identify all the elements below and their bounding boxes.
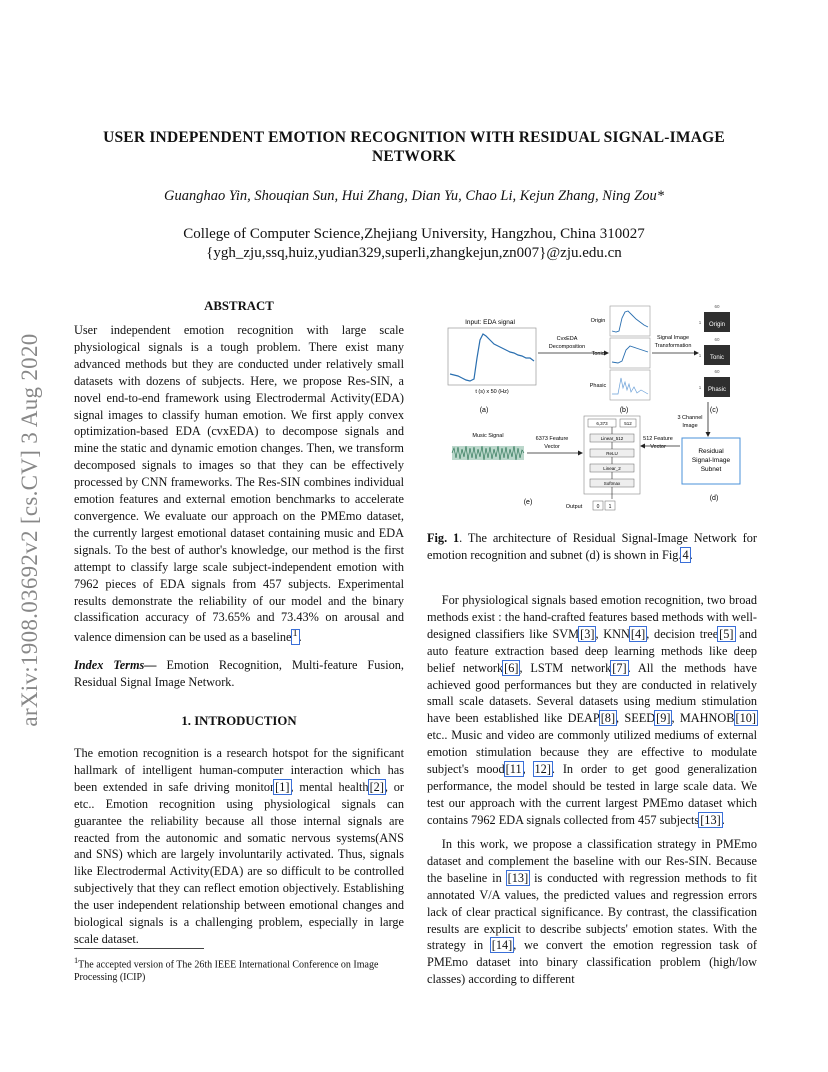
input-signal-label: Input: EDA signal <box>465 319 515 326</box>
label-a: (a) <box>479 407 489 414</box>
svg-text:60: 60 <box>714 304 720 309</box>
music-signal-label: Music Signal <box>472 433 504 439</box>
citation-link[interactable]: [6] <box>504 660 519 675</box>
svg-text:Signal-Image: Signal-Image <box>691 457 731 464</box>
citation-link[interactable]: [13] <box>507 870 529 885</box>
svg-text:1: 1 <box>698 320 702 325</box>
svg-text:1: 1 <box>608 504 612 510</box>
citation-link[interactable]: [1] <box>275 779 290 794</box>
citation-link[interactable]: [11 <box>505 762 522 777</box>
citation-link[interactable]: [4] <box>630 626 646 641</box>
svg-text:1: 1 <box>698 353 702 358</box>
arxiv-sidebar <box>8 295 52 765</box>
footnote-divider <box>74 948 204 949</box>
phasic-label: Phasic <box>589 383 607 389</box>
index-terms <box>74 657 404 691</box>
svg-text:ReLU: ReLU <box>606 451 618 456</box>
feature512-label: 512 Feature <box>643 436 673 442</box>
phasic-curve <box>612 378 648 394</box>
label-b: (b) <box>619 407 629 414</box>
section-heading-introduction: 1. INTRODUCTION <box>181 714 297 728</box>
author-emails: {ygh_zju,ssq,huiz,yudian329,superli,zhangkejun,zn007}@zju.edu.cn <box>206 245 622 261</box>
footnote-link[interactable]: 1 <box>292 630 299 644</box>
three-channel-label-2: Image <box>682 423 698 429</box>
abstract-text: User independent emotion recognition with large scale physiological signals is a tough problem. There exist many advanced methods but they are conducted under relatively small datasets with dozens of subjects. Here, we propose Res-SIN, a novel end-to-end framework using Electrodermal Activity(EDA) signal images to classify human emotion. We first apply convex optimization-based EDA (cvxEDA) to decompose signals and mine the static and dynamic emotion changes. Then, we transform decomposed signals to images so that they can be effectively processed by CNN frameworks. The Res-SIN combines individual emotion features and external emotion benchmarks to accelerate convergence. We evaluate our approach on the PMEmo dataset, the currently largest emotional dataset containing music and EDA signals. To the best of author's knowledge, our method is the first attempt to classify large scale subject-independent emotion with 7962 pieces of EDA signals from 457 subjects. Experimental results demonstrate the reliability of our model and the binary classification accuracy of 73.65% and 73.43% on arousal and valence dimension can be used as a baseline <box>74 323 404 645</box>
figure-ref-link[interactable]: 4 <box>682 547 689 562</box>
svg-text:6,373: 6,373 <box>596 421 608 426</box>
input-signal-curve <box>450 334 534 381</box>
index-terms-text: Emotion Recognition, Multi-feature Fusion, Residual Signal Image Network. <box>74 658 404 689</box>
affiliation: College of Computer Science,Zhejiang University, Hangzhou, China 310027 <box>183 226 645 242</box>
origin-curve <box>612 311 648 332</box>
figure-caption: Fig. 1. The architecture of Residual Signal-Image Network for emotion recognition and subnet (d) is shown in Fig.4. <box>427 531 758 562</box>
residual-subnet-label: Residual <box>698 448 724 455</box>
svg-text:Softmax: Softmax <box>603 481 621 486</box>
label-c: (c) <box>709 407 719 414</box>
introduction-paragraph: The emotion recognition is a research hotspot for the significant hallmark of intelligent human-computer interaction which has been extended in safe driving monitor[1], mental health[2], or etc.. Emotion recognition using physiological signals can guarantee the reliability because all those internal signals are reacted from the autonomic and somatic nervous systems(ANS and SNS) which are largely involuntarily activated. Thus, signals like Electrodermal Activity(EDA) are so difficult to be controlled subjectively that they can reflect emotion objectively. Establishing the user independent relationship between emotional changes and biological signals is a challenging problem, especially in large scale dataset. <box>74 746 404 946</box>
label-e: (e) <box>523 499 533 506</box>
svg-text:Vector: Vector <box>544 444 560 450</box>
footnote: $^1$The accepted version of The 26th IEEE International Conference on Image Processing (ICIP) <box>74 956 379 984</box>
citation-link[interactable]: [2] <box>369 779 384 794</box>
abstract-body: User independent emotion recognition with large scale physiological signals is a tough problem. There exist many advanced methods but they are conducted under relatively small datasets with dozens of subjects. Here, we propose Res-SIN, a novel end-to-end framework using Electrodermal Activity(EDA) signal images to classify human emotion. We first apply convex optimization-based EDA (cvxEDA) to decompose signals and mine the static and dynamic emotion changes. Then, we transform decomposed signals to images so that they can be effectively processed by CNN frameworks. The Res-SIN combines individual emotion features and external emotion benchmarks to accelerate convergence. We evaluate our approach on the PMEmo dataset, the currently largest emotional dataset containing music and EDA signals. To the best of author's knowledge, our method is the first attempt to classify large scale subject-independent emotion with 7962 pieces of EDA signals from 457 subjects. Experimental results demonstrate the reliability of our model and the binary classification accuracy of 73.65% and 73.43% on arousal and valence dimension can be used as a baseline$^1$. <box>74 323 404 645</box>
cvx-label-2: Decomposition <box>548 344 586 350</box>
svg-text:512: 512 <box>624 421 632 426</box>
svg-text:Origin: Origin <box>708 322 726 328</box>
tonic-curve <box>612 346 648 363</box>
author-list: Guanghao Yin, Shouqian Sun, Hui Zhang, Dian Yu, Chao Li, Kejun Zhang, Ning Zou* <box>164 188 664 204</box>
citation-link[interactable]: [13] <box>700 812 721 827</box>
x-axis-label: t (s) x 50 (Hz) <box>475 389 509 395</box>
svg-text:Tonic: Tonic <box>709 355 725 361</box>
architecture-figure <box>432 298 766 520</box>
arxiv-id[interactable]: arXiv:1908.03692v2 [cs.CV] 3 Aug 2020 <box>17 333 42 727</box>
citation-link[interactable]: 12] <box>534 762 551 777</box>
citation-link[interactable]: [8] <box>600 711 616 726</box>
svg-text:Linear_512: Linear_512 <box>600 436 624 441</box>
svg-text:Phasic: Phasic <box>707 387 727 393</box>
right-column-paragraph: For physiological signals based emotion recognition, two broad methods exist : the hand-crafted features based methods with well-designed classifiers like SVM[3], KNN[4], decision tree[5] and auto feature extraction based deep learning methods like deep belief network[6], LSTM network[7]. All the methods have achieved good performances but they are conducted in relatively small scale datasets. Several datasets using medium stimulation have been established like DEAP[8], SEED[9], MAHNOB[10] etc.. Music and video are commonly utilized mediums of external emotion stimulation because they are effective to modulate subject's mood[11, 12]. In order to get good generalization performance, the model should be tested in large scale data. We test our approach with the current largest PMEmo dataset which contains 7962 EDA signals collected from 457 subjects[13]. <box>427 593 757 827</box>
cvx-label: CvxEDA <box>556 336 578 342</box>
svg-text:Subnet: Subnet <box>700 466 722 473</box>
citation-link[interactable]: [5] <box>719 626 734 641</box>
signal-image-label: Signal Image <box>656 335 690 341</box>
citation-link[interactable]: [14] <box>491 938 513 953</box>
figure-label: Fig. 1 <box>427 531 460 545</box>
svg-text:1: 1 <box>698 385 702 390</box>
abstract-heading: ABSTRACT <box>204 299 274 313</box>
svg-text:Linear_2: Linear_2 <box>603 466 621 471</box>
paper-title: USER INDEPENDENT EMOTION RECOGNITION WITH RESIDUAL SIGNAL-IMAGE NETWORK <box>103 129 725 165</box>
svg-text:60: 60 <box>714 337 720 342</box>
svg-text:0: 0 <box>596 504 600 510</box>
index-terms-label: Index Terms— <box>74 658 157 672</box>
signal-image-label-2: Transformation <box>654 343 692 349</box>
svg-text:60: 60 <box>714 369 720 374</box>
citation-link[interactable]: [10] <box>735 711 756 726</box>
three-channel-label: 3 Channel <box>677 415 703 421</box>
feature6373-label: 6373 Feature <box>535 436 569 442</box>
svg-text:Vector: Vector <box>650 444 666 450</box>
citation-link[interactable]: [3] <box>580 626 595 641</box>
output-label: Output <box>565 504 583 510</box>
origin-label: Origin <box>590 318 606 324</box>
label-d: (d) <box>709 495 719 502</box>
citation-link[interactable]: [9] <box>656 711 671 726</box>
tonic-label: Tonic <box>591 351 605 357</box>
citation-link[interactable]: [7] <box>612 660 627 675</box>
right-column-paragraph-2: In this work, we propose a classification strategy in PMEmo dataset and complement the baseline with our Res-SIN. Because the baseline in [13] is conducted with regression methods to fit annotated V/A values, the predicted values and regression errors lack of clear practical significance. By contrast, the classification results are explicit to describe subjects' emotion states. With the strategy in [14], we convert the emotion regression task of PMEmo dataset into binary classification problem (high/low classes) according to different <box>427 837 757 987</box>
